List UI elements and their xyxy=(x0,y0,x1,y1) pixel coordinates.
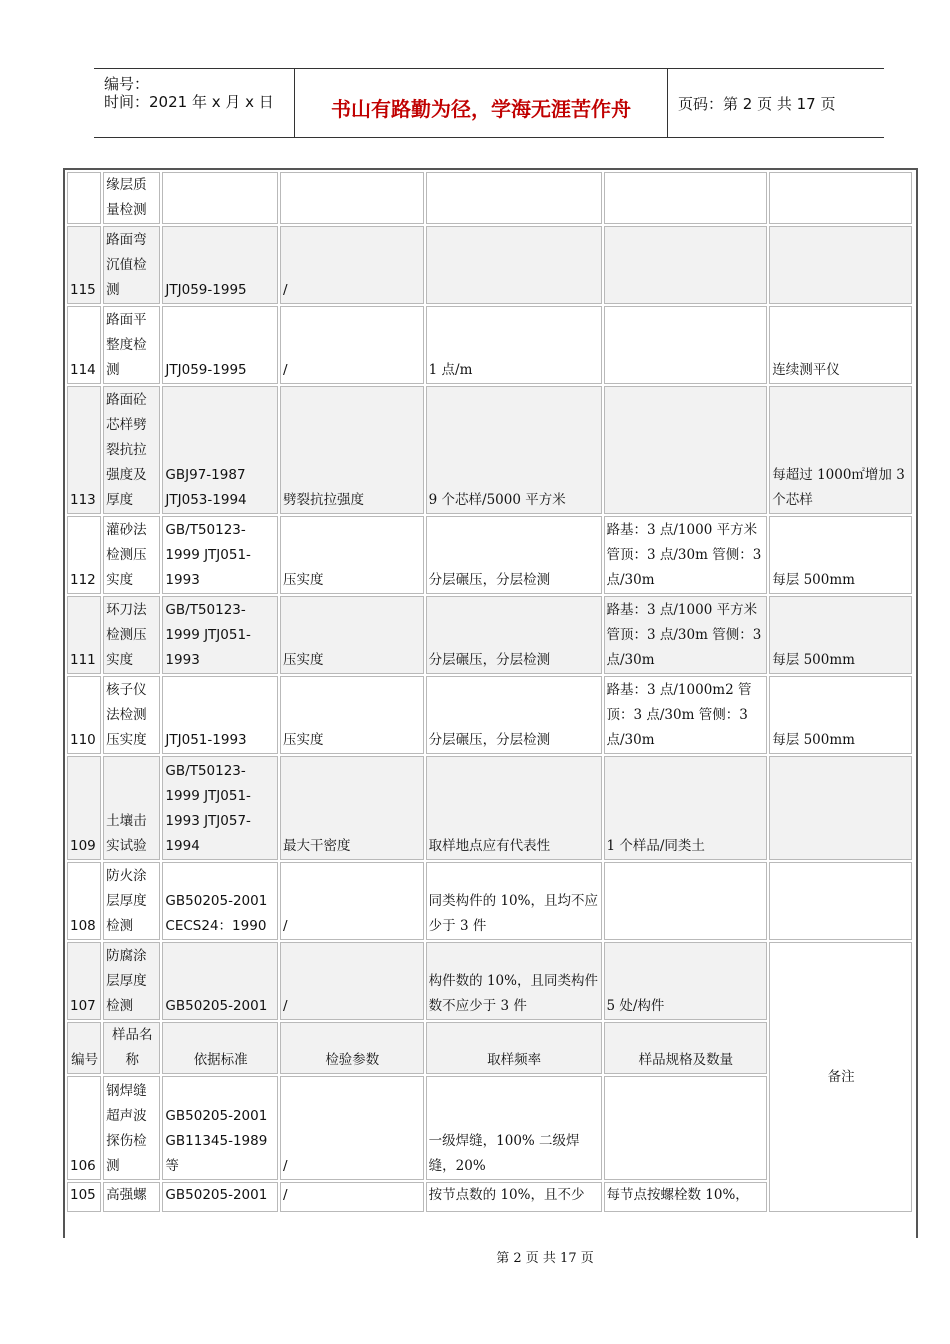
cell-note: 每层 500mm xyxy=(769,516,912,594)
cell-no: 111 xyxy=(67,596,101,674)
cell-param: 劈裂抗拉强度 xyxy=(280,386,424,514)
cell-no: 115 xyxy=(67,226,101,304)
cell-freq: 分层碾压，分层检测 xyxy=(426,676,602,754)
cell-name: 路面砼芯样劈裂抗拉强度及厚度 xyxy=(103,386,160,514)
cell-no: 113 xyxy=(67,386,101,514)
page-header xyxy=(94,68,884,138)
cell-std: GB/T50123-1999 JTJ051-1993 xyxy=(162,516,278,594)
cell-param: / xyxy=(280,1182,424,1212)
cell-no: 108 xyxy=(67,862,101,940)
cell-no: 109 xyxy=(67,756,101,860)
cell-std: JTJ059-1995 xyxy=(162,306,278,384)
cell-freq: 分层碾压，分层检测 xyxy=(426,596,602,674)
cell-name: 钢焊缝超声波探伤检测 xyxy=(103,1076,160,1180)
cell-name: 灌砂法检测压实度 xyxy=(103,516,160,594)
table-row xyxy=(67,386,912,514)
cell-spec xyxy=(604,226,768,304)
header-page-cell xyxy=(668,69,884,137)
table-row xyxy=(67,516,912,594)
cell-spec: 路基：3 点/1000 平方米 管顶：3 点/30m 管侧：3 点/30m xyxy=(604,596,768,674)
header-motto: 书山有路勤为径，学海无涯苦作舟 xyxy=(331,97,631,121)
cell-no: 107 xyxy=(67,942,101,1020)
cell-no: 114 xyxy=(67,306,101,384)
cell-freq xyxy=(426,172,602,224)
inspection-table xyxy=(63,168,918,1238)
cell-freq xyxy=(426,226,602,304)
header-note: 备注 xyxy=(769,942,912,1212)
table-row xyxy=(67,172,912,224)
cell-no: 106 xyxy=(67,1076,101,1180)
cell-spec xyxy=(604,386,768,514)
doc-time-label: 时间：2021 年 x 月 x 日 xyxy=(104,93,274,111)
cell-freq: 取样地点应有代表性 xyxy=(426,756,602,860)
table-row xyxy=(67,596,912,674)
col-header-no: 编号 xyxy=(67,1022,101,1074)
cell-spec: 5 处/构件 xyxy=(604,942,768,1020)
cell-name: 路面平整度检测 xyxy=(103,306,160,384)
cell-freq: 同类构件的 10%，且均不应少于 3 件 xyxy=(426,862,602,940)
cell-std: GB50205-2001 xyxy=(162,1182,278,1212)
cell-no xyxy=(67,172,101,224)
cell-freq: 一级焊缝，100% 二级焊缝，20% xyxy=(426,1076,602,1180)
col-header-param: 检验参数 xyxy=(280,1022,424,1074)
cell-name: 路面弯沉值检测 xyxy=(103,226,160,304)
cell-name: 高强螺 xyxy=(103,1182,160,1212)
cell-spec xyxy=(604,306,768,384)
cell-note: 每超过 1000㎡增加 3 个芯样 xyxy=(769,386,912,514)
table-row xyxy=(67,862,912,940)
cell-param: / xyxy=(280,1076,424,1180)
cell-note xyxy=(769,226,912,304)
cell-param: / xyxy=(280,862,424,940)
cell-param: / xyxy=(280,306,424,384)
cell-param: 压实度 xyxy=(280,516,424,594)
cell-name: 防火涂层厚度检测 xyxy=(103,862,160,940)
cell-param: 最大干密度 xyxy=(280,756,424,860)
cell-name: 土壤击实试验 xyxy=(103,756,160,860)
cell-std: GB50205-2001 GB11345-1989 等 xyxy=(162,1076,278,1180)
cell-spec: 1 个样品/同类土 xyxy=(604,756,768,860)
table-row xyxy=(67,676,912,754)
cell-note: 每层 500mm xyxy=(769,676,912,754)
cell-no: 105 xyxy=(67,1182,101,1212)
cell-spec: 每节点按螺栓数 10%， xyxy=(604,1182,768,1212)
cell-name: 环刀法检测压实度 xyxy=(103,596,160,674)
cell-name: 核子仪法检测压实度 xyxy=(103,676,160,754)
table-row xyxy=(67,756,912,860)
cell-freq: 按节点数的 10%，且不少 xyxy=(426,1182,602,1212)
cell-std: GBJ97-1987 JTJ053-1994 xyxy=(162,386,278,514)
cell-note xyxy=(769,172,912,224)
table-row xyxy=(67,942,912,1020)
cell-param: 压实度 xyxy=(280,676,424,754)
cell-note: 连续测平仪 xyxy=(769,306,912,384)
cell-freq: 9 个芯样/5000 平方米 xyxy=(426,386,602,514)
cell-note xyxy=(769,756,912,860)
cell-freq: 构件数的 10%，且同类构件数不应少于 3 件 xyxy=(426,942,602,1020)
cell-note xyxy=(769,862,912,940)
cell-param xyxy=(280,172,424,224)
col-header-std: 依据标准 xyxy=(162,1022,278,1074)
header-motto-cell xyxy=(295,69,668,137)
table-row xyxy=(67,226,912,304)
cell-spec xyxy=(604,172,768,224)
cell-spec: 路基：3 点/1000 平方米 管顶：3 点/30m 管侧：3 点/30m xyxy=(604,516,768,594)
col-header-name: 样品名称 xyxy=(103,1022,160,1074)
cell-no: 112 xyxy=(67,516,101,594)
cell-std xyxy=(162,172,278,224)
header-page-info: 页码：第 2 页 共 17 页 xyxy=(678,95,836,113)
cell-name: 缘层质量检测 xyxy=(103,172,160,224)
page-footer: 第 2 页 共 17 页 xyxy=(496,1251,594,1266)
cell-std: GB/T50123-1999 JTJ051-1993 JTJ057-1994 xyxy=(162,756,278,860)
cell-note: 每层 500mm xyxy=(769,596,912,674)
col-header-spec: 样品规格及数量 xyxy=(604,1022,768,1074)
header-meta xyxy=(94,69,295,137)
cell-param: 压实度 xyxy=(280,596,424,674)
cell-name: 防腐涂层厚度检测 xyxy=(103,942,160,1020)
cell-spec xyxy=(604,1076,768,1180)
cell-std: GB50205-2001 CECS24：1990 xyxy=(162,862,278,940)
cell-param: / xyxy=(280,226,424,304)
cell-std: GB50205-2001 xyxy=(162,942,278,1020)
cell-freq: 分层碾压，分层检测 xyxy=(426,516,602,594)
cell-std: JTJ059-1995 xyxy=(162,226,278,304)
cell-std: GB/T50123-1999 JTJ051-1993 xyxy=(162,596,278,674)
cell-param: / xyxy=(280,942,424,1020)
cell-spec: 路基：3 点/1000m2 管顶：3 点/30m 管侧：3 点/30m xyxy=(604,676,768,754)
table-row xyxy=(67,306,912,384)
cell-spec xyxy=(604,862,768,940)
doc-number-label: 编号： xyxy=(104,75,150,93)
cell-freq: 1 点/m xyxy=(426,306,602,384)
col-header-freq: 取样频率 xyxy=(426,1022,602,1074)
cell-std: JTJ051-1993 xyxy=(162,676,278,754)
cell-no: 110 xyxy=(67,676,101,754)
